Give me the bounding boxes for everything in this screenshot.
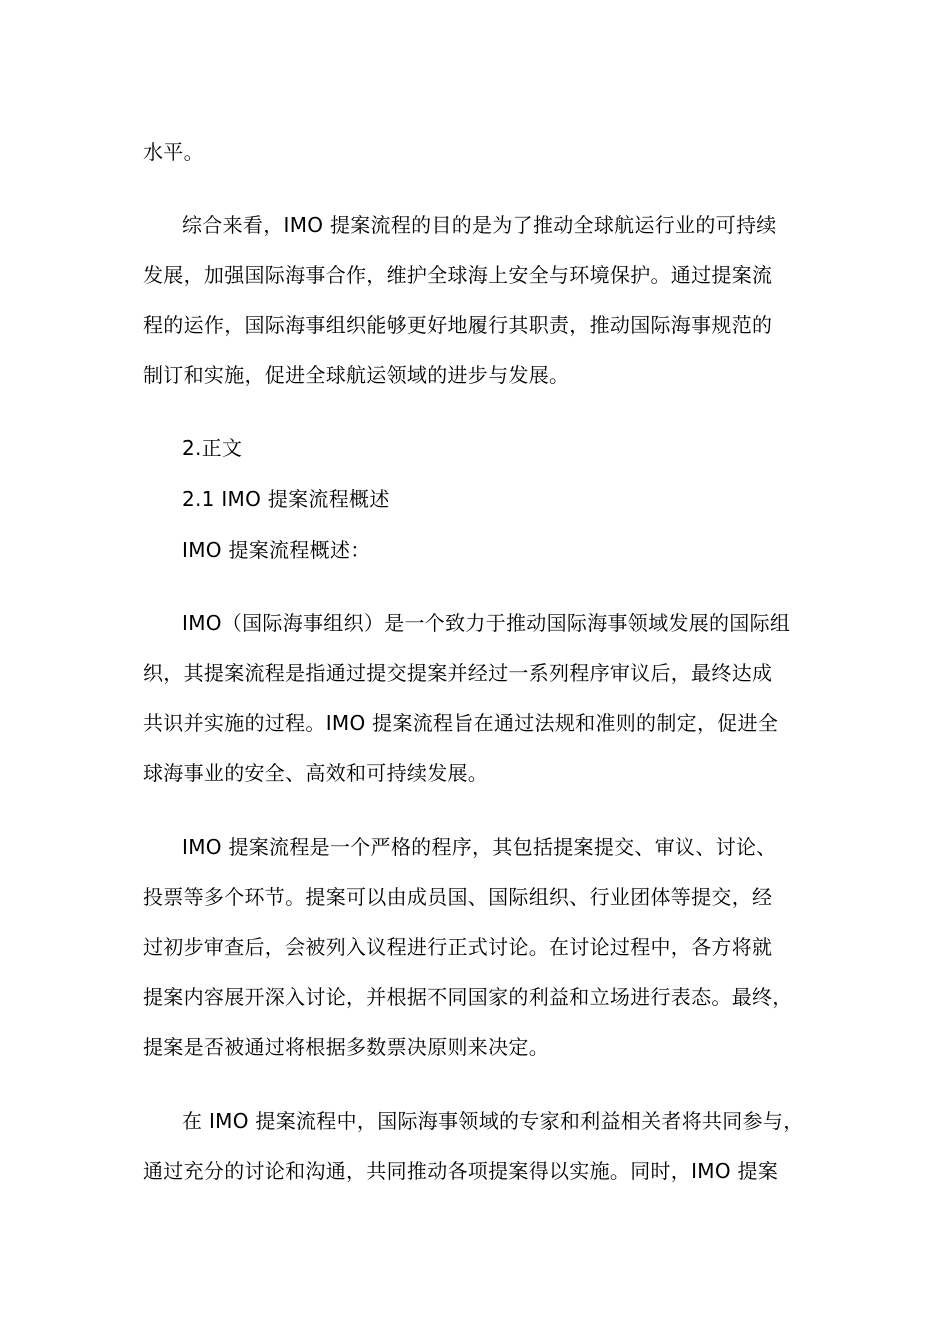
text-line: IMO 提案流程概述：	[182, 538, 371, 562]
subsection-heading: 2.1 IMO 提案流程概述	[182, 487, 390, 511]
text-line: IMO 提案流程是一个严格的程序，其包括提案提交、审议、讨论、	[182, 835, 777, 859]
text-line: 综合来看，IMO 提案流程的目的是为了推动全球航运行业的可持续	[182, 213, 777, 237]
text-line: 提案内容展开深入讨论，并根据不同国家的利益和立场进行表态。最终，	[143, 985, 793, 1009]
text-line: 制订和实施，促进全球航运领域的进步与发展。	[143, 363, 570, 387]
text-line: 在 IMO 提案流程中，国际海事领域的专家和利益相关者将共同参与，	[182, 1109, 804, 1133]
text-line: 发展，加强国际海事合作，维护全球海上安全与环境保护。通过提案流	[143, 263, 773, 287]
text-line: 织，其提案流程是指通过提交提案并经过一系列程序审议后，最终达成	[143, 661, 773, 685]
text-line: 球海事业的安全、高效和可持续发展。	[143, 761, 489, 785]
text-line: 过初步审查后，会被列入议程进行正式讨论。在讨论过程中，各方将就	[143, 935, 773, 959]
text-line: 投票等多个环节。提案可以由成员国、国际组织、行业团体等提交，经	[143, 885, 773, 909]
text-line: 水平。	[143, 140, 204, 164]
text-line: IMO（国际海事组织）是一个致力于推动国际海事领域发展的国际组	[182, 611, 791, 635]
section-heading: 2.正文	[182, 436, 243, 460]
text-line: 共识并实施的过程。IMO 提案流程旨在通过法规和准则的制定，促进全	[143, 711, 779, 735]
text-line: 程的运作，国际海事组织能够更好地履行其职责，推动国际海事规范的	[143, 313, 773, 337]
text-line: 通过充分的讨论和沟通，共同推动各项提案得以实施。同时，IMO 提案	[143, 1159, 779, 1183]
text-line: 提案是否被通过将根据多数票决原则来决定。	[143, 1035, 549, 1059]
